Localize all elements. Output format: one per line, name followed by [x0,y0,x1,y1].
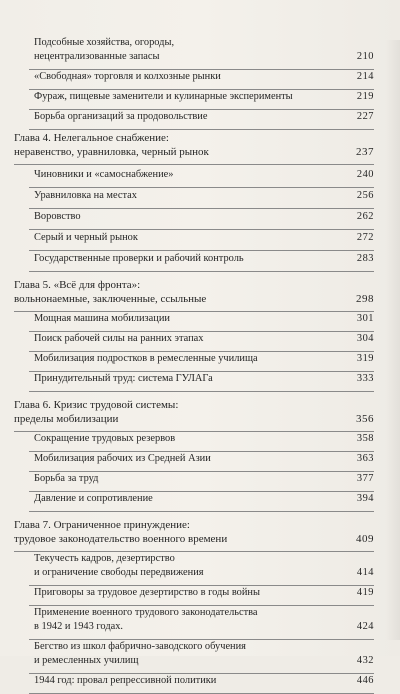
toc-entry-title-line: Мобилизация рабочих из Средней Азии [34,453,211,464]
toc-section-entry[interactable] [14,586,374,603]
toc-page-number: 283 [356,253,374,264]
toc-section-entry[interactable] [14,210,374,227]
toc-chapter-entry[interactable] [14,398,374,429]
toc-page-number: 272 [356,232,374,243]
toc-entry-title-line: Подсобные хозяйства, огороды, [34,37,175,48]
toc-entry-title-line: Фураж, пищевые заменители и кулинарные эксперименты [34,91,293,102]
toc-entry-title-line: Уравниловка на местах [34,190,137,201]
toc-section-entry[interactable] [14,70,374,87]
toc-entry-title-line: трудовое законодательство военного времени [14,533,228,545]
toc-entry-title-line: Бегство из школ фабрично-заводского обучения [34,641,246,652]
toc-entry-title-line: Глава 7. Ограниченное принуждение: [14,519,190,531]
table-of-contents [14,33,374,691]
toc-entry-title-line: в 1942 и 1943 годах. [34,621,124,632]
toc-page-number: 394 [356,493,374,504]
toc-entry-title-line: Мобилизация подростков в ремесленные училища [34,353,258,364]
toc-section-entry[interactable] [14,110,374,127]
toc-page-number: 419 [356,587,374,598]
toc-section-entry[interactable] [14,90,374,107]
toc-page-number: 256 [356,190,374,201]
toc-section-entry[interactable] [14,332,374,349]
toc-rule [29,250,374,251]
toc-rule [29,229,374,230]
toc-section-entry[interactable] [14,432,374,449]
toc-page-number: 219 [356,91,374,102]
toc-entry-title-line: 1944 год: провал репрессивной политики [34,675,217,686]
toc-page-number: 240 [356,169,374,180]
toc-entry-title-line: Глава 6. Кризис трудовой системы: [14,399,179,411]
toc-entry-title-line: Мощная машина мобилизации [34,313,170,324]
toc-entry-title-line: Применение военного трудового законодательства [34,607,258,618]
toc-section-entry[interactable] [14,492,374,509]
toc-page-number: 363 [356,453,374,464]
toc-entry-title-line: Приговоры за трудовое дезертирство в годы войны [34,587,260,598]
toc-entry-title-line: Текучесть кадров, дезертирство [34,553,175,564]
toc-section-entry[interactable] [14,312,374,329]
toc-entry-title-line: Давление и сопротивление [34,493,153,504]
toc-page-number: 262 [356,211,374,222]
toc-entry-title-line: Глава 4. Нелегальное снабжение: [14,132,169,144]
toc-page-number: 333 [356,373,374,384]
toc-entry-title-line: пределы мобилизации [14,413,119,425]
toc-section-entry[interactable] [14,36,374,67]
toc-rule [29,208,374,209]
toc-page-number: 356 [356,413,374,425]
toc-chapter-entry[interactable] [14,278,374,309]
page-edge-shadow [386,40,400,640]
toc-page-number: 227 [356,111,374,122]
toc-page-number: 409 [356,533,374,545]
toc-rule [14,164,374,165]
toc-page-number: 301 [356,313,374,324]
toc-rule [29,129,374,130]
toc-entry-title-line: вольнонаемные, заключенные, ссыльные [14,293,207,305]
toc-entry-title-line: Государственные проверки и рабочий контроль [34,253,244,264]
toc-page-number: 214 [356,71,374,82]
toc-page-number: 210 [356,51,374,62]
toc-entry-title-line: неравенство, уравниловка, черный рынок [14,146,209,158]
toc-page-number: 432 [356,655,374,666]
toc-entry-title-line: Борьба за труд [34,473,99,484]
toc-section-entry[interactable] [14,452,374,469]
toc-entry-title-line: Борьба организаций за продовольствие [34,111,208,122]
toc-section-entry[interactable] [14,231,374,248]
toc-entry-title-line: Поиск рабочей силы на ранних этапах [34,333,204,344]
toc-page-number: 424 [356,621,374,632]
toc-page-number: 304 [356,333,374,344]
toc-entry-title-line: и ограничение свободы передвижения [34,567,204,578]
toc-entry-title-line: Глава 5. «Всё для фронта»: [14,279,141,291]
toc-page-number: 298 [356,293,374,305]
toc-page-number: 446 [356,675,374,686]
toc-entry-title-line: Чиновники и «самоснабжение» [34,169,174,180]
toc-rule [29,187,374,188]
toc-section-entry[interactable] [14,168,374,185]
toc-entry-title-line: Принудительный труд: система ГУЛАГа [34,373,213,384]
toc-entry-title-line: «Свободная» торговля и колхозные рынки [34,71,221,82]
toc-page-number: 414 [356,567,374,578]
toc-chapter-entry[interactable] [14,131,374,162]
toc-section-entry[interactable] [14,472,374,489]
toc-section-entry[interactable] [14,189,374,206]
toc-section-entry[interactable] [14,552,374,583]
toc-page-number: 237 [356,146,374,158]
toc-page-number: 358 [356,433,374,444]
toc-rule [29,391,374,392]
toc-chapter-entry[interactable] [14,518,374,549]
toc-section-entry[interactable] [14,252,374,269]
toc-rule [29,511,374,512]
toc-entry-title-line: нецентрализованные запасы [34,51,160,62]
toc-page-number: 319 [356,353,374,364]
toc-section-entry[interactable] [14,352,374,369]
toc-section-entry[interactable] [14,372,374,389]
toc-rule [29,271,374,272]
toc-section-entry[interactable] [14,606,374,637]
toc-entry-title-line: Сокращение трудовых резервов [34,433,176,444]
toc-section-entry[interactable] [14,674,374,691]
toc-entry-title-line: и ремесленных училищ [34,655,139,666]
toc-entry-title-line: Воровство [34,211,81,222]
toc-page-number: 377 [356,473,374,484]
toc-entry-title-line: Серый и черный рынок [34,232,138,243]
